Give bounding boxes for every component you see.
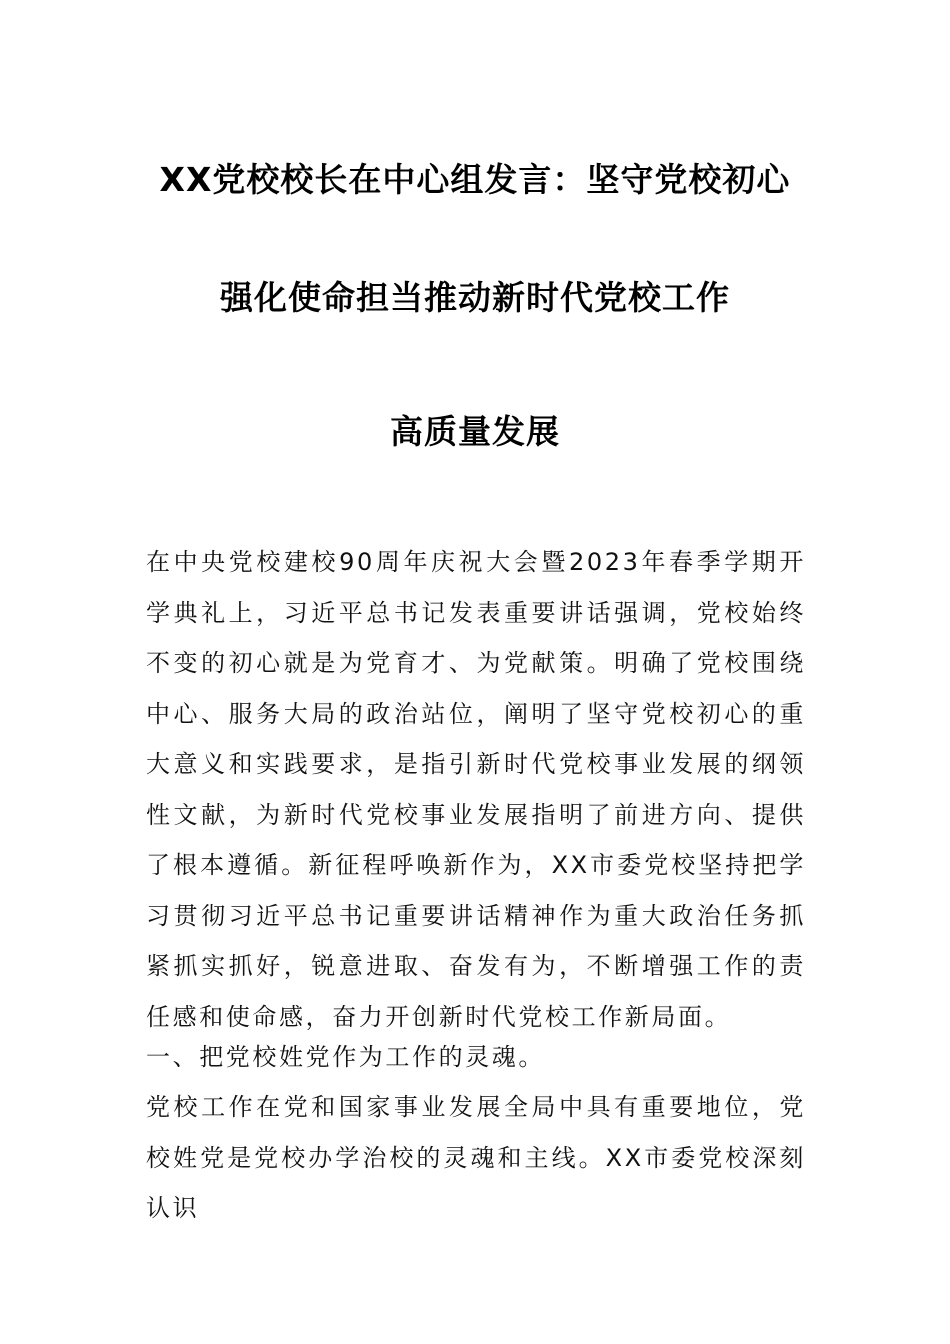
- body-paragraph-intro: 在中央党校建校90周年庆祝大会暨2023年春季学期开学典礼上，习近平总书记发表重要讲话强调，党校始终不变的初心就是为党育才、为党献策。明确了党校围绕中心、服务大局的政治站位，阐明了坚守党校初心的重大意义和实践要求，是指引新时代党校事业发展的纲领性文献，为新时代党校事业发展指明了前进方向、提供了根本遵循。新征程呼唤新作为，XX市委党校坚持把学习贯彻习近平总书记重要讲话精神作为重大政治任务抓紧抓实抓好，锐意进取、奋发有为，不断增强工作的责任感和使命感，奋力开创新时代党校工作新局面。: [146, 548, 806, 1031]
- document-title-line-2: 强化使命担当推动新时代党校工作: [220, 278, 730, 317]
- section-heading-1: 一、把党校姓党作为工作的灵魂。: [146, 1043, 545, 1071]
- document-title-line-1: XX党校校长在中心组发言：坚守党校初心: [159, 160, 791, 199]
- body-paragraph-section-1: 党校工作在党和国家事业发展全局中具有重要地位，党校姓党是党校办学治校的灵魂和主线。XX市委党校深刻认识: [146, 1093, 806, 1222]
- document-title-line-3: 高质量发展: [390, 412, 560, 451]
